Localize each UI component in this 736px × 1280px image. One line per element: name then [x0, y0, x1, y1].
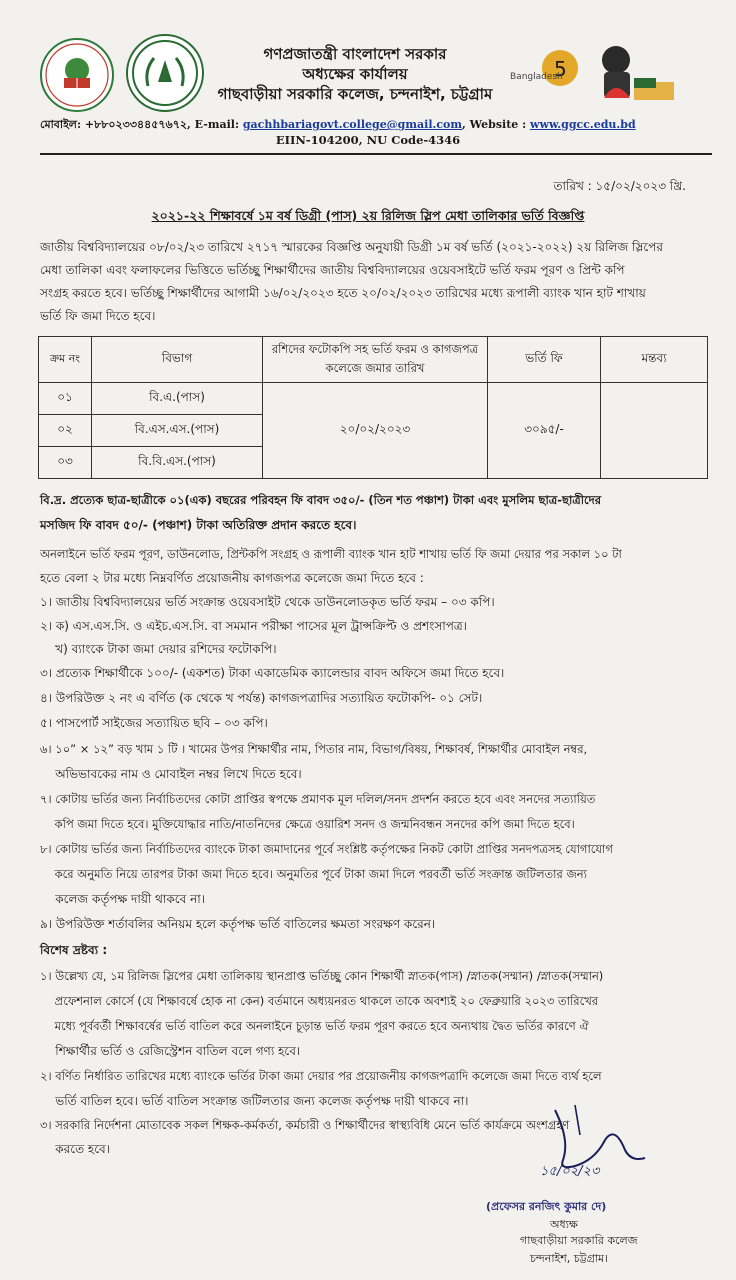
row-sl: ০২ [39, 415, 92, 447]
bangladesh-50-logo [510, 40, 585, 100]
requirement-item: ১। জাতীয় বিশ্ববিদ্যালয়ের ভর্তি সংক্রান্ত ওয়েবসাইট থেকে ডাউনলোডকৃত ভর্তি ফরম – ০৩ কপি। [40, 595, 495, 609]
requirement-item: অভিভাবকের নাম ও মোবাইল নম্বর লিখে দিতে হবে। [40, 767, 302, 781]
table-row [39, 383, 708, 415]
col-header-date: রশিদের ফটোকপি সহ ভর্তি ফরম ও কাগজপত্র কলেজে জমার তারিখ [263, 337, 488, 383]
header-divider [40, 153, 712, 155]
requirement-item: ৪। উপরিউক্ত ২ নং এ বর্ণিত (ক থেকে খ পর্যন্ত) কাগজপত্রাদির সত্যায়িত ফটোকপি- ০১ সেট। [40, 691, 483, 705]
requirement-item: কলেজ কর্তৃপক্ষ দায়ী থাকবে না। [40, 892, 206, 906]
signature-date: ১৫/০২/২৩ [540, 1164, 600, 1179]
requirement-item: কপি জমা দিতে হবে। মুক্তিযোদ্ধার নাতি/নাতনিদের ক্ষেত্রে ওয়ারিশ সনদ ও জন্মনিবন্ধন সনদের কপি জমা দিতে হবে। [40, 817, 575, 831]
row-dept: বি.এস.এস.(পাস) [92, 415, 263, 447]
book-tree-emblem-icon [42, 40, 112, 110]
online-line: হতে বেলা ২ টার মধ্যে নিম্নবর্ণিত প্রয়োজনীয় কাগজপত্র কলেজে জমা দিতে হবে : [40, 571, 424, 585]
requirement-item: ২। ক) এস.এস.সি. ও এইচ.এস.সি. বা সমমান পরীক্ষা পাসের মূল ট্রান্সক্রিপ্ট ও প্রশংসাপত্র। [40, 619, 467, 633]
submission-date: ২০/০২/২০২৩ [263, 383, 488, 479]
special-item: ১। উল্লেখ্য যে, ১ম রিলিজ স্লিপের মেধা তালিকায় স্থানপ্রাপ্ত ভর্তিচ্ছু কোন শিক্ষার্থী স্নাতক(পাস) /স্নাতক(সম্মান) /স্নাতক(সম্মান) [40, 969, 604, 983]
online-line: অনলাইনে ভর্তি ফরম পূরণ, ডাউনলোড, প্রিন্টকপি সংগ্রহ ও রূপালী ব্যাংক খান হাট শাখায় ভর্তি ফি জমা দেয়ার পর সকাল ১০ টা [40, 547, 622, 561]
requirement-item: ৩। প্রত্যেক শিক্ষার্থীকে ১০০/- (একশত) টাকা একাডেমিক ক্যালেন্ডার বাবদ অফিসে জমা দিতে হবে। [40, 666, 505, 680]
notice-title: ২০২১-২২ শিক্ষাবর্ষে ১ম বর্ষ ডিগ্রী (পাস) ২য় রিলিজ স্লিপ মেধা তালিকার ভর্তি বিজ্ঞপ্তি [151, 208, 585, 223]
special-heading: বিশেষ দ্রষ্টব্য : [40, 943, 108, 957]
notice-date: তারিখ : ১৫/০২/২০২৩ খ্রি. [553, 179, 686, 193]
requirement-item: খ) ব্যাংকে টাকা জমা দেয়ার রশিদের ফটোকপি। [40, 642, 277, 656]
requirement-item: ৭। কোটায় ভর্তির জন্য নির্বাচিতদের কোটা প্রাপ্তির স্বপক্ষে প্রমাণক মূল দলিল/সনদ প্রদর্শন করতে হবে এবং সনদের সত্যায়িত [40, 792, 596, 806]
requirement-item: ৯। উপরিউক্ত শর্তাবলির অনিয়ম হলে কর্তৃপক্ষ ভর্তি বাতিলের ক্ষমতা সংরক্ষণ করেন। [40, 917, 436, 931]
row-dept: বি.বি.এস.(পাস) [92, 447, 263, 479]
svg-text:5: 5 [554, 57, 567, 81]
golden-jubilee-icon [510, 40, 585, 100]
requirement-item: ৫। পাসপোর্ট সাইজের সত্যায়িত ছবি – ০৩ কপি। [40, 716, 268, 730]
admission-fee: ৩০৯৫/- [488, 383, 601, 479]
special-item: মধ্যে পূর্ববর্তী শিক্ষাবর্ষের ভর্তি বাতিল করে অনলাইনে চূড়ান্ত ভর্তি ফরম পূরণ করতে হবে অন্যথায় দ্বৈত ভর্তির কারণে ঐ [40, 1019, 589, 1033]
special-item: ভর্তি বাতিল হবে। ভর্তি বাতিল সংক্রান্ত জটিলতার জন্য কলেজ কর্তৃপক্ষ দায়ী থাকবে না। [40, 1094, 469, 1108]
requirement-item: ৬। ১০” × ১২” বড় খাম ১ টি । খামের উপর শিক্ষার্থীর নাম, পিতার নাম, বিভাগ/বিষয়, শিক্ষাবর্ষ, শিক্ষার্থীর মোবাইল নম্বর, [40, 742, 588, 756]
signatory-place: চন্দনাইশ, চট্টগ্রাম। [530, 1252, 609, 1265]
website-label: , Website : [462, 118, 530, 131]
intro-line: মেধা তালিকা এবং ফলাফলের ভিত্তিতে ভর্তিচ্ছু শিক্ষার্থীদের জাতীয় বিশ্ববিদ্যালয়ের ওয়েবসাইটে ভর্তি ফরম পূরণ ও প্রিন্ট কপি [40, 263, 625, 277]
col-header-dept: বিভাগ [92, 337, 263, 383]
signatory-title: অধ্যক্ষ [550, 1218, 578, 1231]
bangladesh-text: Bangladesh [510, 72, 563, 82]
govt-name: গণপ্রজাতন্ত্রী বাংলাদেশ সরকার [263, 45, 447, 63]
col-header-fee: ভর্তি ফি [488, 337, 601, 383]
website-link[interactable]: www.ggcc.edu.bd [530, 118, 636, 131]
college-logo-left [40, 38, 114, 112]
row-sl: ০৩ [39, 447, 92, 479]
intro-line: সংগ্রহ করতে হবে। ভর্তিচ্ছু শিক্ষার্থীদের আগামী ১৬/০২/২০২৩ হতে ২০/০২/২০২৩ তারিখের মধ্যে রূপালী ব্যাংক খান হাট শাখায় [40, 286, 646, 300]
mobile-label: মোবাইল: +৮৮০২৩৩৪৪৫৭৬৭২, E-mail: [40, 118, 243, 131]
row-sl: ০১ [39, 383, 92, 415]
signatory-org: গাছবাড়ীয়া সরকারি কলেজ [520, 1234, 638, 1247]
admission-table [38, 336, 708, 479]
col-header-remark: মন্তব্য [601, 337, 708, 383]
eiin-code: EIIN-104200, NU Code-4346 [275, 133, 461, 147]
special-item: শিক্ষার্থীর ভর্তি ও রেজিস্ট্রেশন বাতিল বলে গণ্য হবে। [40, 1044, 301, 1058]
special-item: প্রফেশনাল কোর্সে (যে শিক্ষাবর্ষে হোক না কেন) বর্তমানে অধ্যয়নরত থাকলে তাকে অবশ্যই ২০ ফেব্রুয়ারি ২০২৩ তারিখের [40, 994, 599, 1008]
intro-line: জাতীয় বিশ্ববিদ্যালয়ের ০৮/০২/২৩ তারিখে ২৭১৭ স্মারকের বিজ্ঞপ্তি অনুযায়ী ডিগ্রী ১ম বর্ষ ভর্তি (২০২১-২০২২) ২য় রিলিজ স্লিপের [40, 240, 663, 254]
requirement-item: ৮। কোটায় ভর্তির জন্য নির্বাচিতদের ব্যাংকে টাকা জমাদানের পূর্বে সংশ্লিষ্ট কর্তৃপক্ষের নিকট কোটা প্রাপ্তির সনদপত্রসহ যোগাযোগ [40, 842, 613, 856]
row-dept: বি.এ.(পাস) [92, 383, 263, 415]
email-link[interactable]: gachhbariagovt.college@gmail.com [242, 118, 463, 131]
mujib-100-logo [590, 38, 680, 108]
special-item: করতে হবে। [40, 1142, 110, 1156]
college-name: গাছবাড়ীয়া সরকারি কলেজ, চন্দনাইশ, চট্টগ্রাম [217, 85, 493, 103]
signatory-name: (প্রফেসর রনজিৎ কুমার দে) [486, 1200, 607, 1213]
signature-block [480, 1100, 710, 1270]
col-header-sl: ক্রম নং [39, 337, 92, 383]
nb-line: বি.দ্র. প্রত্যেক ছাত্র-ছাত্রীকে ০১(এক) বছরের পরিবহন ফি বাবদ ৩৫০/- (তিন শত পঞ্চাশ) টাকা এবং মুসলিম ছাত্র-ছাত্রীদের [40, 493, 602, 507]
portrait-logo-icon [590, 38, 680, 108]
remark [601, 383, 708, 479]
special-item: ২। বর্ণিত নির্ধারিত তারিখের মধ্যে ব্যাংকে ভর্তির টাকা জমা দেয়ার পর প্রয়োজনীয় কাগজপত্রাদি কলেজে জমা দিতে ব্যর্থ হলে [40, 1069, 602, 1083]
requirement-item: করে অনুমতি নিয়ে তারপর টাকা জমা দিতে হবে। অনুমতির পূর্বে টাকা জমা দিলে পরবর্তী ভর্তি সংক্রান্ত জটিলতার জন্য [40, 867, 587, 881]
intro-paragraph [40, 236, 708, 328]
intro-line: ভর্তি ফি জমা দিতে হবে। [40, 309, 156, 323]
office-name: অধ্যক্ষের কার্যালয় [302, 65, 408, 83]
nb-line: মসজিদ ফি বাবদ ৫০/- (পঞ্চাশ) টাকা অতিরিক্ত প্রদান করতে হবে। [40, 518, 357, 532]
special-item: ৩। সরকারি নির্দেশনা মোতাবেক সকল শিক্ষক-কর্মকর্তা, কর্মচারী ও শিক্ষার্থীদের স্বাস্থ্যবিধি মেনে ভর্তি কার্যক্রমে অংশগ্রহণ [40, 1118, 570, 1132]
letterhead [190, 44, 520, 104]
